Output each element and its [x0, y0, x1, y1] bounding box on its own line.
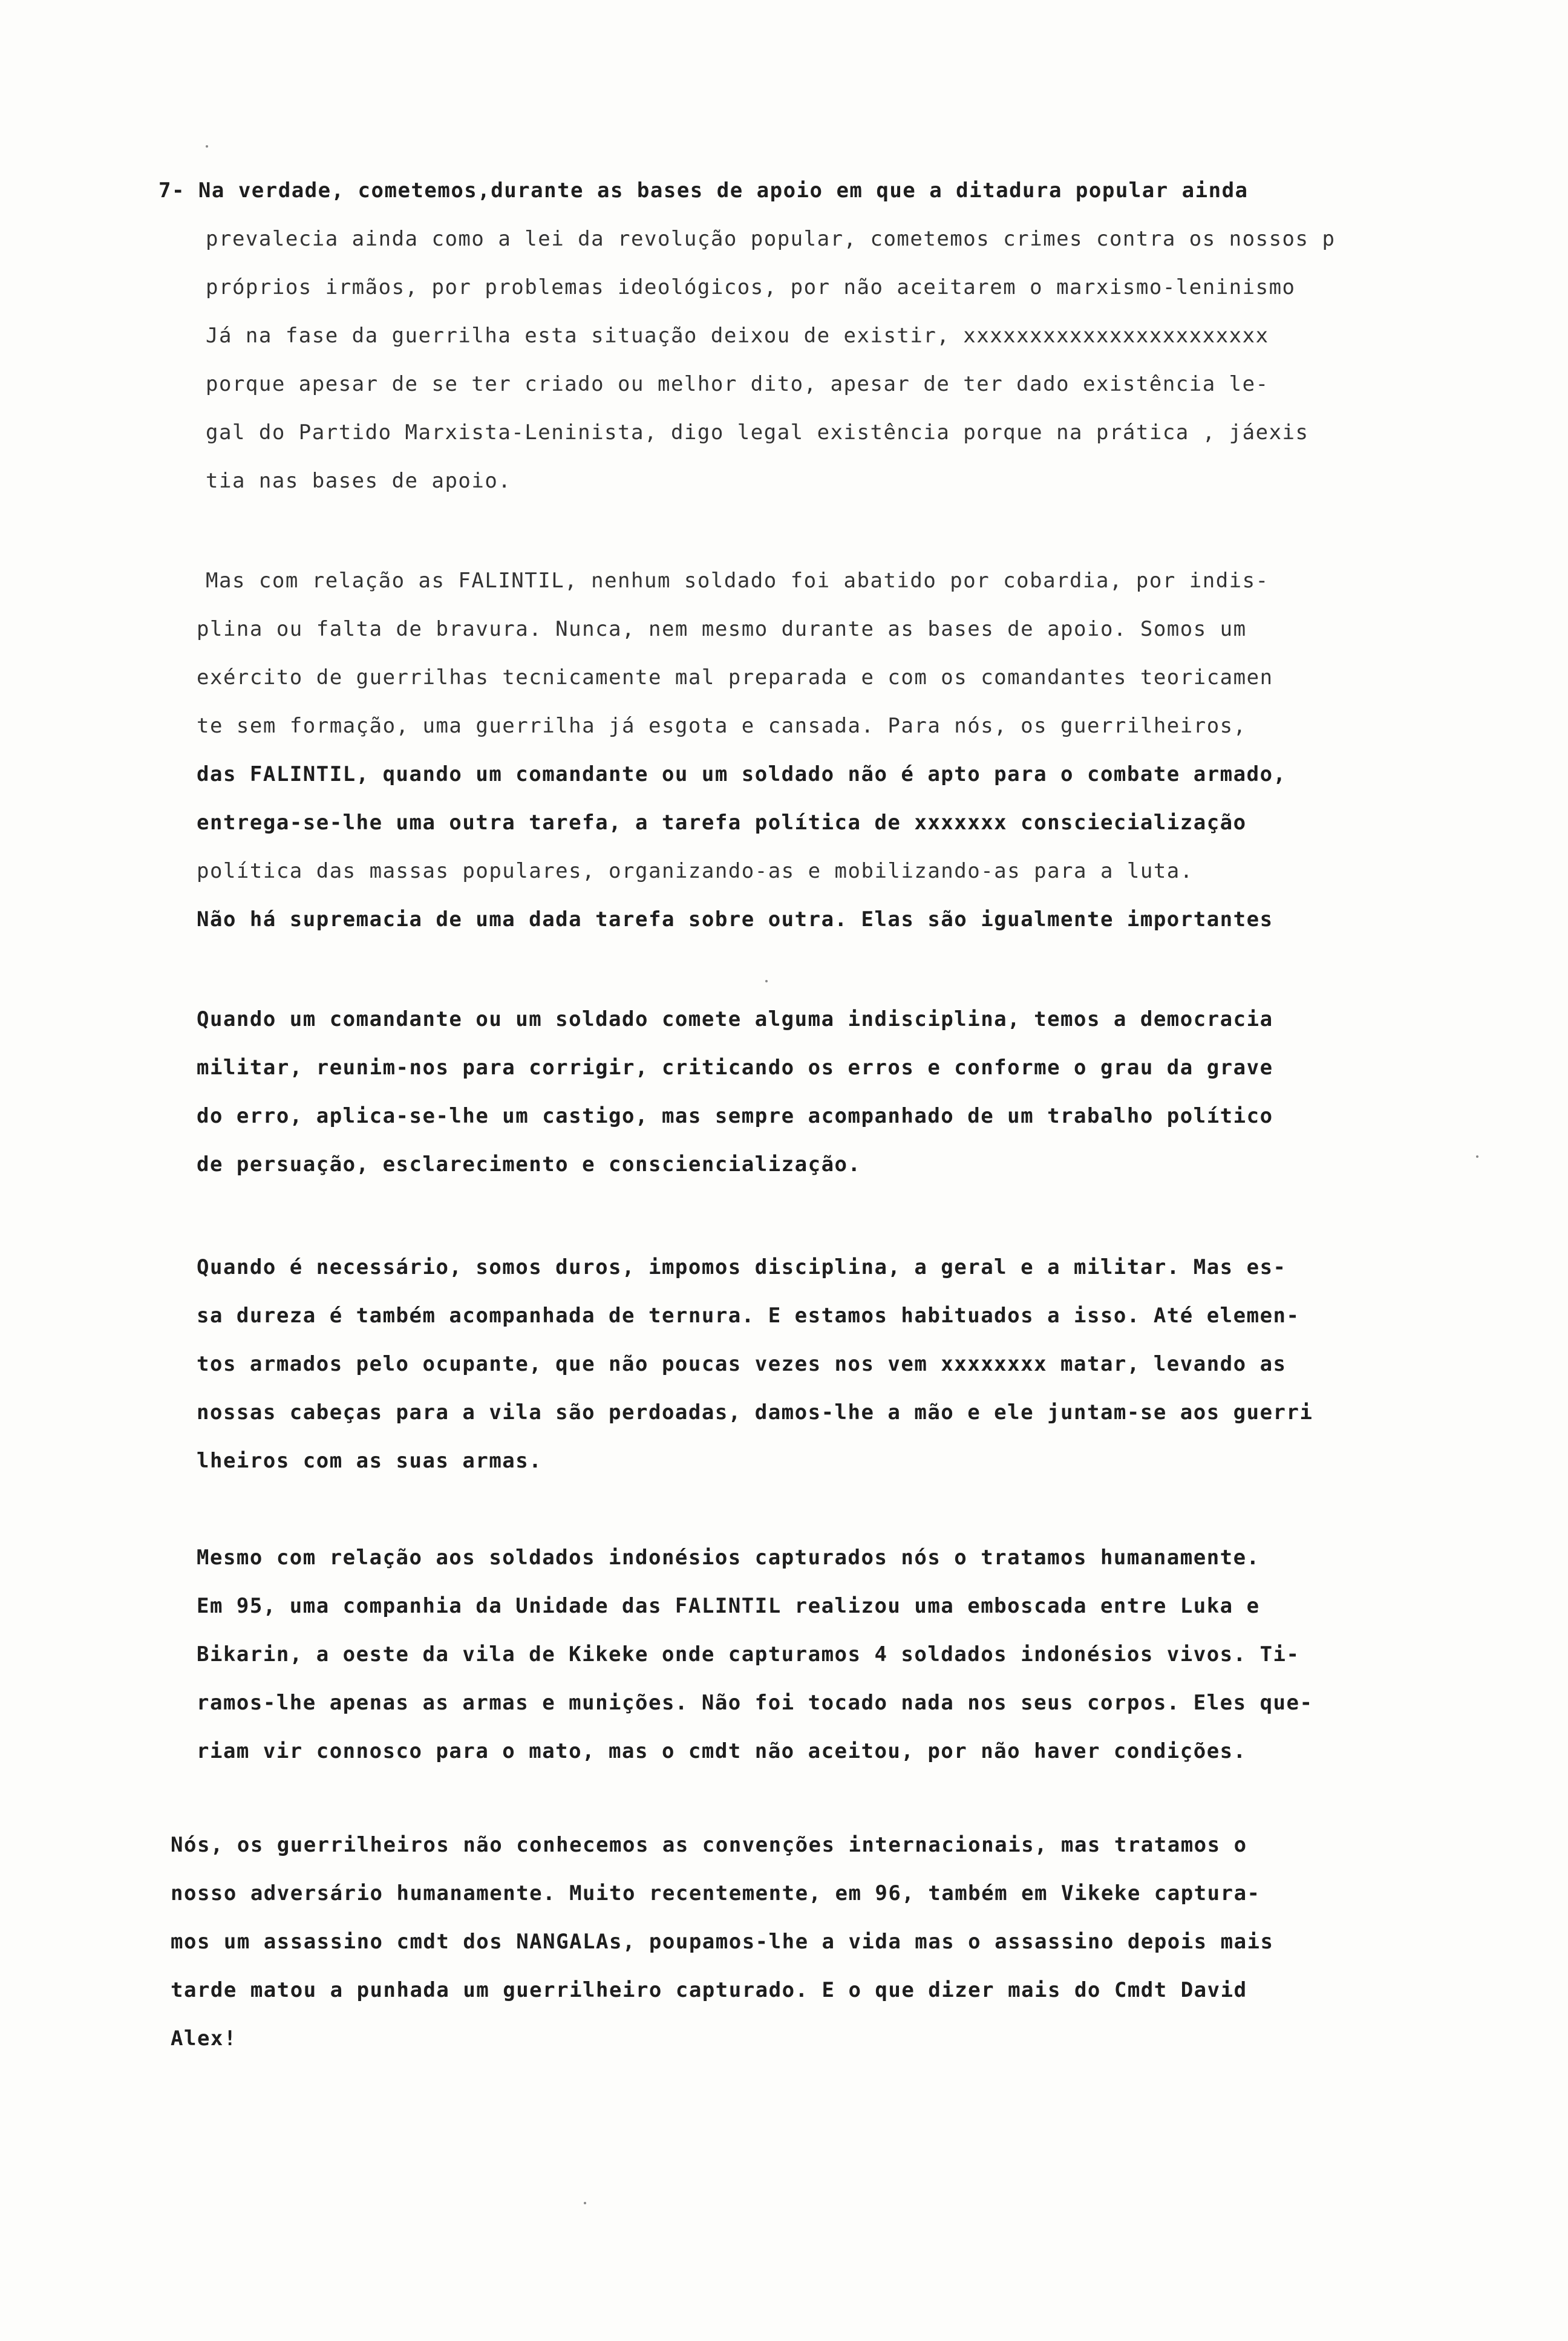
text-line: das FALINTIL, quando um comandante ou um soldado não é apto para o combate armado, [197, 762, 1287, 786]
text-line: Mesmo com relação aos soldados indonésios capturados nós o tratamos humanamente. [197, 1546, 1260, 1570]
text-line: Mas com relação as FALINTIL, nenhum soldado foi abatido por cobardia, por indis- [206, 569, 1269, 593]
text-line: prevalecia ainda como a lei da revolução popular, cometemos crimes contra os nossos p [206, 227, 1336, 251]
scan-speck [206, 145, 208, 148]
text-line: te sem formação, uma guerrilha já esgota e cansada. Para nós, os guerrilheiros, [197, 714, 1247, 738]
scan-speck [584, 2202, 586, 2204]
text-line: do erro, aplica-se-lhe um castigo, mas sempre acompanhado de um trabalho político [197, 1104, 1273, 1128]
text-line: nosso adversário humanamente. Muito recentemente, em 96, também em Vikeke captura- [171, 1881, 1261, 1905]
text-line: de persuação, esclarecimento e consciencialização. [197, 1152, 861, 1177]
text-line: tia nas bases de apoio. [206, 469, 512, 493]
text-line: tos armados pelo ocupante, que não poucas vezes nos vem xxxxxxxx matar, levando as [197, 1352, 1287, 1376]
text-line: Já na fase da guerrilha esta situação deixou de existir, xxxxxxxxxxxxxxxxxxxxxxx [206, 324, 1269, 348]
text-line: militar, reunim-nos para corrigir, criticando os erros e conforme o grau da grave [197, 1056, 1273, 1080]
text-line: entrega-se-lhe uma outra tarefa, a tarefa política de xxxxxxx consciecialização [197, 811, 1247, 835]
text-line: Quando um comandante ou um soldado comete alguma indisciplina, temos a democracia [197, 1007, 1273, 1031]
text-line: porque apesar de se ter criado ou melhor dito, apesar de ter dado existência le- [206, 372, 1269, 396]
text-line: nossas cabeças para a vila são perdoadas, damos-lhe a mão e ele juntam-se aos guerri [197, 1400, 1313, 1425]
text-line: Em 95, uma companhia da Unidade das FALINTIL realizou uma emboscada entre Luka e [197, 1594, 1260, 1618]
text-line: Não há supremacia de uma dada tarefa sobre outra. Elas são igualmente importantes [197, 907, 1273, 932]
text-line: gal do Partido Marxista-Leninista, digo legal existência porque na prática , jáexis [206, 420, 1309, 445]
text-line: política das massas populares, organizando-as e mobilizando-as para a luta. [197, 859, 1194, 883]
text-line: 7- Na verdade, cometemos,durante as bases de apoio em que a ditadura popular ainda [158, 178, 1249, 203]
text-line: riam vir connosco para o mato, mas o cmdt não aceitou, por não haver condições. [197, 1739, 1247, 1763]
scan-speck [1476, 1155, 1478, 1158]
text-line: Alex! [171, 2026, 237, 2051]
text-line: plina ou falta de bravura. Nunca, nem mesmo durante as bases de apoio. Somos um [197, 617, 1247, 641]
text-line: mos um assassino cmdt dos NANGALAs, poupamos-lhe a vida mas o assassino depois mais [171, 1930, 1274, 1954]
text-line: ramos-lhe apenas as armas e munições. Não foi tocado nada nos seus corpos. Eles que- [197, 1691, 1313, 1715]
text-line: tarde matou a punhada um guerrilheiro capturado. E o que dizer mais do Cmdt David [171, 1978, 1247, 2002]
text-line: exército de guerrilhas tecnicamente mal preparada e com os comandantes teoricamen [197, 665, 1273, 690]
scan-speck [765, 980, 768, 982]
text-line: sa dureza é também acompanhada de ternura. E estamos habituados a isso. Até elemen- [197, 1304, 1300, 1328]
text-line: próprios irmãos, por problemas ideológicos, por não aceitarem o marxismo-leninismo [206, 275, 1296, 299]
text-line: Quando é necessário, somos duros, impomos disciplina, a geral e a militar. Mas es- [197, 1255, 1287, 1279]
text-line: Nós, os guerrilheiros não conhecemos as convenções internacionais, mas tratamos o [171, 1833, 1247, 1857]
text-line: Bikarin, a oeste da vila de Kikeke onde capturamos 4 soldados indonésios vivos. Ti- [197, 1642, 1300, 1667]
text-line: lheiros com as suas armas. [197, 1449, 543, 1473]
